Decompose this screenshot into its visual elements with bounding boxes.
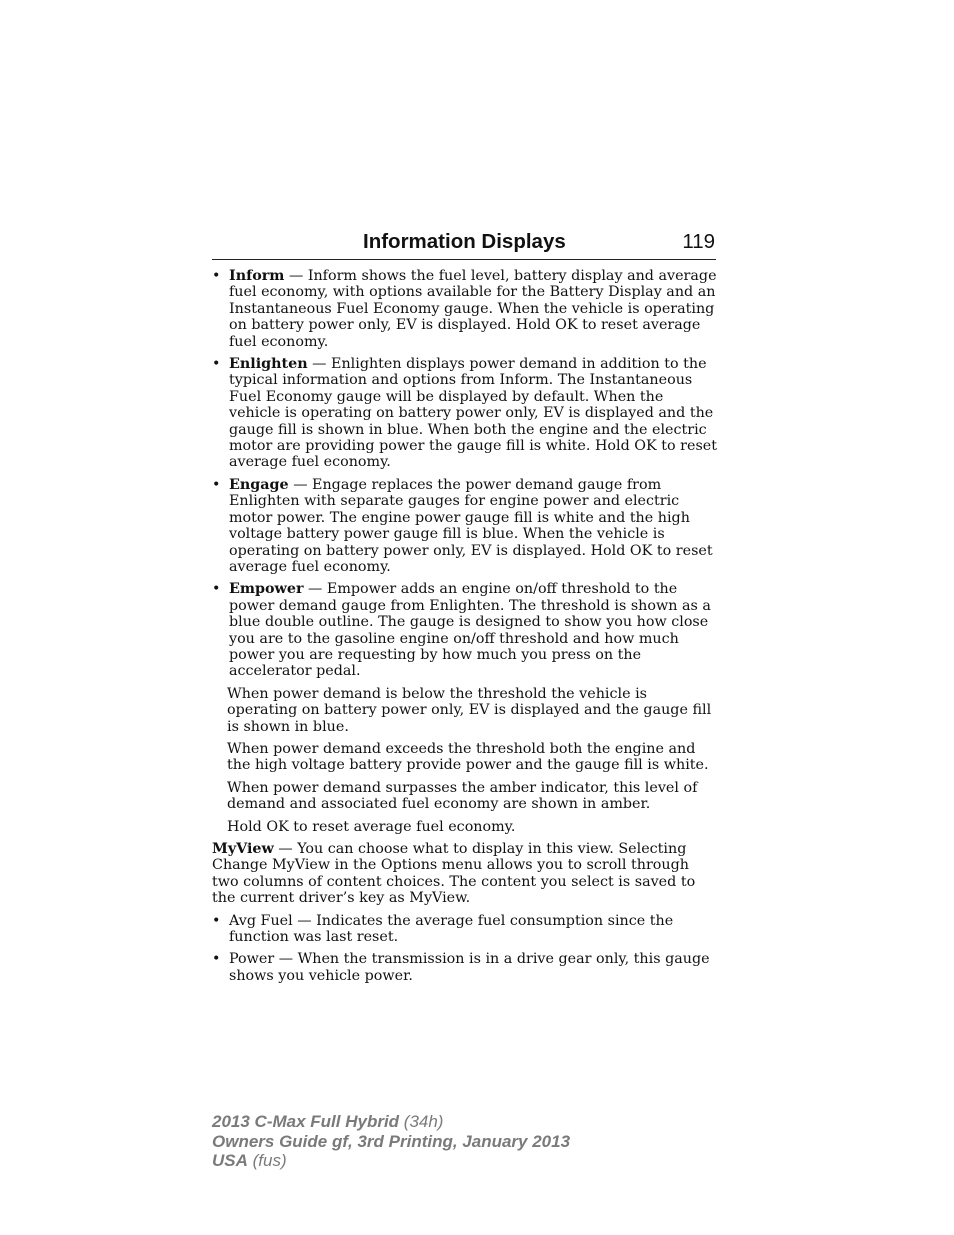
section-title: Information Displays xyxy=(363,230,566,253)
list-item-avg-fuel xyxy=(212,913,718,946)
page-footer xyxy=(212,1112,570,1171)
list-item-inform xyxy=(212,268,718,350)
term-inform: Inform xyxy=(229,268,285,284)
footer-line-edition: Owners Guide gf, 3rd Printing, January 2013 xyxy=(212,1131,571,1151)
list-item-power xyxy=(212,951,718,984)
bullet-icon: • xyxy=(212,581,221,598)
description-empower: — Empower adds an engine on/off threshold to the power demand gauge from Enlighten. The threshold is shown as a blue double outline. The gauge is designed to show you how close you are to the gasoline engine on/off threshold and how much power you are requesting by how much you press on the accelerator pedal. xyxy=(229,581,711,680)
myview-paragraph xyxy=(212,841,718,907)
bullet-icon: • xyxy=(212,912,221,929)
list-item-empower xyxy=(212,581,718,679)
empower-paragraph-below: When power demand is below the threshold the vehicle is operating on battery power only, EV is displayed and the gauge fill is shown in blue. xyxy=(227,685,712,735)
bullet-icon: • xyxy=(212,951,221,968)
term-myview: MyView xyxy=(212,841,274,857)
term-empower: Empower xyxy=(229,581,304,598)
footer-line-model: 2013 C-Max Full Hybrid (34h) xyxy=(212,1112,444,1131)
page-number: 119 xyxy=(682,230,715,253)
term-enlighten: Enlighten xyxy=(229,356,308,373)
description-inform: — Inform shows the fuel level, battery display and average fuel economy, with options available for the Battery Display and an Instantaneous Fuel Economy gauge. When the vehicle is operating on battery power only, EV is displayed. Hold OK to reset average fuel economy. xyxy=(229,268,717,350)
term-engage: Engage xyxy=(229,476,289,493)
empower-paragraph-reset: Hold OK to reset average fuel economy. xyxy=(227,818,516,835)
description-enlighten: — Enlighten displays power demand in addition to the typical information and options from Inform. The Instantaneous Fuel Economy gauge will be displayed by default. When the vehicle is operating on battery power only, EV is displayed and the gauge fill is shown in blue. When both the engine and the electric motor are providing power the gauge fill is white. Hold OK to reset average fuel economy. xyxy=(229,356,717,471)
bullet-icon: • xyxy=(212,356,221,373)
description-myview: — You can choose what to display in this view. Selecting Change MyView in the Options menu allows you to scroll through two columns of content choices. The content you select is saved to the current driver’s key as MyView. xyxy=(212,841,696,907)
description-avg-fuel: Avg Fuel — Indicates the average fuel consumption since the function was last reset. xyxy=(229,912,674,946)
page-body xyxy=(212,268,718,990)
empower-paragraph-amber: When power demand surpasses the amber indicator, this level of demand and associated fuel economy are shown in amber. xyxy=(227,779,698,813)
page-header xyxy=(212,229,716,260)
description-engage: — Engage replaces the power demand gauge from Enlighten with separate gauges for engine power and electric motor power. The engine power gauge fill is white and the high voltage battery power gauge fill is blue. When the vehicle is operating on battery power only, EV is displayed. Hold OK to reset average fuel economy. xyxy=(229,476,713,575)
footer-line-market: USA (fus) xyxy=(212,1151,287,1170)
empower-paragraph-exceeds: When power demand exceeds the threshold both the engine and the high voltage battery provide power and the gauge fill is white. xyxy=(227,740,709,774)
description-power: Power — When the transmission is in a drive gear only, this gauge shows you vehicle power. xyxy=(229,951,710,984)
bullet-icon: • xyxy=(212,476,221,493)
list-item-engage xyxy=(212,477,718,575)
list-item-enlighten xyxy=(212,356,718,471)
bullet-icon: • xyxy=(212,268,221,284)
